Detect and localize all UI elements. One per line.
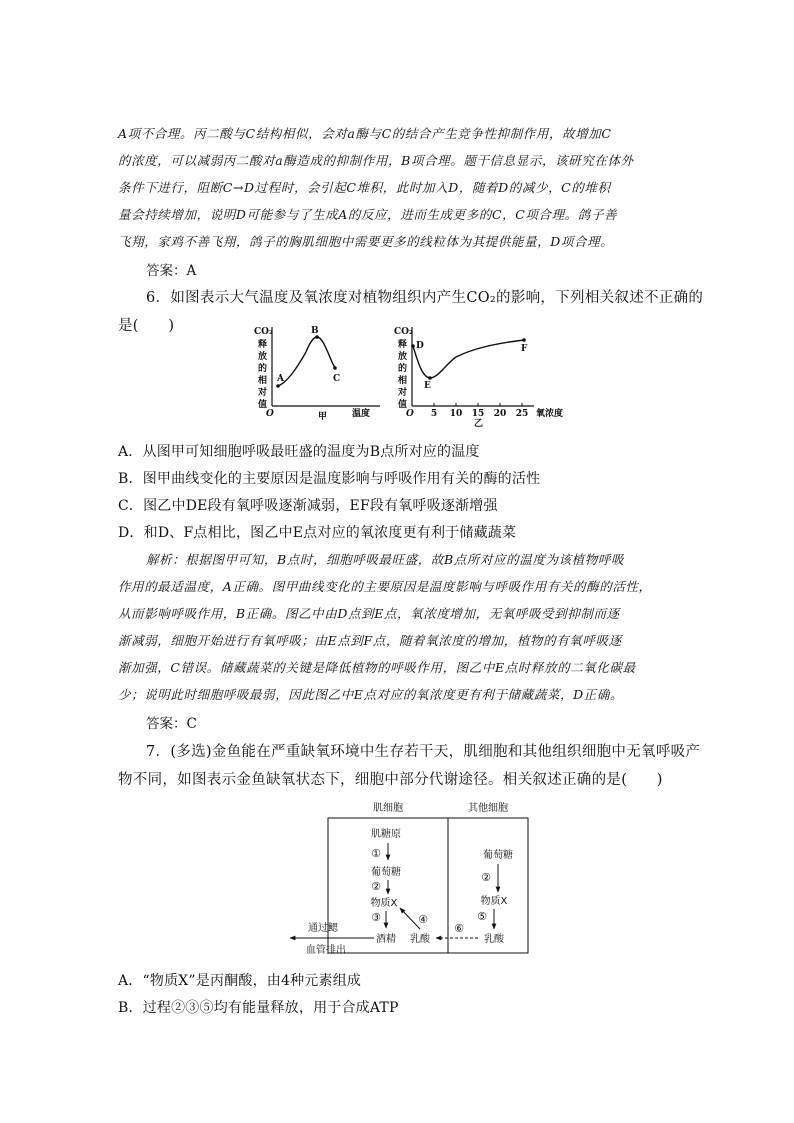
question-stem: 是( ) xyxy=(118,318,175,334)
x-axis-label: 氧浓度 xyxy=(536,409,564,419)
x-tick-label: 10 xyxy=(449,409,463,419)
y-label-char: 的 xyxy=(258,364,268,374)
option-c[interactable]: C．图乙中DE段有氧呼吸逐渐减弱，EF段有氧呼吸逐渐增强 xyxy=(118,498,498,514)
option-a[interactable]: A．从图甲可知细胞呼吸最旺盛的温度为B点所对应的温度 xyxy=(118,444,480,460)
explanation-line: 解析：根据图甲可知，B点时，细胞呼吸最旺盛，故B点所对应的温度为该植物呼吸 xyxy=(146,552,625,567)
point-label-f: F xyxy=(521,344,528,354)
figure-jia-chart xyxy=(248,322,388,422)
point-a xyxy=(276,384,280,388)
option-d[interactable]: D．和D、F点相比，图乙中E点对应的氧浓度更有利于储藏蔬菜 xyxy=(118,525,517,541)
step-3-label: ③ xyxy=(371,911,381,924)
point-label-c: C xyxy=(333,374,341,384)
explanation-line: 条件下进行，阻断C→D过程时，会引起C堆积，此时加入D，随着D的减少，C的堆积 xyxy=(118,180,611,195)
question-stem: 6．如图表示大气温度及氧浓度对植物组织内产生CO₂的影响，下列相关叙述不正确的 xyxy=(146,290,704,306)
x-axis-label: 温度 xyxy=(352,409,371,419)
y-label-char: 释 xyxy=(258,340,268,350)
y-label-char: 相 xyxy=(258,376,268,386)
question-stem: 7．(多选)金鱼能在严重缺氧环境中生存若干天，肌细胞和其他组织细胞中无氧呼吸产 xyxy=(146,744,701,760)
curve-yi xyxy=(413,340,524,378)
metabolic-pathway-diagram xyxy=(278,796,538,960)
y-label-char: 释 xyxy=(398,340,408,350)
y-label-char: CO₂ xyxy=(394,327,413,337)
option-a[interactable]: A．“物质X”是丙酮酸，由4种元素组成 xyxy=(118,973,362,989)
explanation-line: 渐加强，C错误。储藏蔬菜的关键是降低植物的呼吸作用，图乙中E点时释放的二氧化碳最 xyxy=(118,660,636,675)
y-label-char: 对 xyxy=(258,388,268,398)
glycogen-label: 肌糖原 xyxy=(371,829,401,840)
step-5-label: ⑤ xyxy=(477,910,487,923)
y-label-char: 相 xyxy=(398,376,408,386)
explanation-line: 量会持续增加，说明D可能参与了生成A的反应，进而生成更多的C，C项合理。鸽子善 xyxy=(118,207,618,222)
muscle-cell-header: 肌细胞 xyxy=(373,803,403,814)
y-label-char: 值 xyxy=(258,400,268,410)
explanation-line: 从而影响呼吸作用，B正确。图乙中由D点到E点，氧浓度增加，无氧呼吸受到抑制而逐 xyxy=(118,606,620,621)
point-c xyxy=(333,366,337,370)
y-label-char: 放 xyxy=(398,352,408,362)
other-cell-header: 其他细胞 xyxy=(468,803,508,814)
figure-caption: 甲 xyxy=(318,412,328,422)
arrow-step-4 xyxy=(400,908,420,929)
substance-x-other-label: 物质X xyxy=(480,896,508,907)
answer-label: 答案：A xyxy=(146,263,197,279)
figure-caption: 乙 xyxy=(474,419,484,429)
explanation-line: 作用的最适温度，A正确。图甲曲线变化的主要原因是温度影响与呼吸作用有关的酶的活性， xyxy=(118,579,652,594)
step-2-label: ② xyxy=(371,880,381,893)
x-tick-label: 15 xyxy=(471,409,485,419)
option-b[interactable]: B．图甲曲线变化的主要原因是温度影响与呼吸作用有关的酶的活性 xyxy=(118,471,541,487)
point-label-e: E xyxy=(424,381,431,391)
excrete-label-line1: 通过鳃 xyxy=(308,923,338,934)
origin-label: O xyxy=(266,409,274,419)
point-d xyxy=(411,344,415,348)
y-axis-label xyxy=(394,327,413,410)
curve-jia xyxy=(278,337,335,386)
option-b[interactable]: B．过程②③⑤均有能量释放，用于合成ATP xyxy=(118,1000,399,1016)
x-ticks xyxy=(431,403,528,419)
origin-label: O xyxy=(406,409,414,419)
point-label-b: B xyxy=(311,326,319,336)
explanation-line: 的浓度，可以减弱丙二酸对a酶造成的抑制作用，B项合理。题干信息显示，该研究在体外 xyxy=(118,153,634,168)
explanation-line: 渐减弱，细胞开始进行有氧呼吸；由E点到F点，随着氧浓度的增加，植物的有氧呼吸逐 xyxy=(118,633,622,648)
lactic-acid-other-label: 乳酸 xyxy=(484,934,504,945)
question-stem: 物不同，如图表示金鱼缺氧状态下，细胞中部分代谢途径。相关叙述正确的是( ) xyxy=(118,772,663,788)
point-label-a: A xyxy=(277,374,284,384)
x-tick-label: 25 xyxy=(515,409,529,419)
point-label-d: D xyxy=(416,341,424,351)
x-tick-label: 5 xyxy=(430,409,438,419)
x-tick-label: 20 xyxy=(493,409,507,419)
answer-label: 答案：C xyxy=(146,716,197,732)
excrete-label-line2: 血管排出 xyxy=(306,945,346,956)
glucose-other-label: 葡萄糖 xyxy=(483,850,513,861)
y-label-char: 值 xyxy=(398,400,408,410)
step-2-other-label: ② xyxy=(481,871,491,884)
substance-x-label: 物质X xyxy=(370,898,398,909)
glucose-label: 葡萄糖 xyxy=(371,867,401,878)
y-axis-label xyxy=(254,327,273,410)
step-4-label: ④ xyxy=(418,913,428,926)
point-f xyxy=(522,338,526,342)
lactic-acid-label: 乳酸 xyxy=(410,934,430,945)
y-label-char: 放 xyxy=(258,352,268,362)
explanation-line: 飞翔，家鸡不善飞翔，鸽子的胸肌细胞中需要更多的线粒体为其提供能量，D项合理。 xyxy=(118,234,614,249)
alcohol-label: 酒精 xyxy=(376,934,396,945)
y-label-char: 的 xyxy=(398,364,408,374)
point-e xyxy=(428,376,432,380)
explanation-line: 少；说明此时细胞呼吸最弱，因此图乙中E点对应的氧浓度更有利于储藏蔬菜，D正确。 xyxy=(118,687,624,702)
step-6-label: ⑥ xyxy=(454,922,464,935)
y-label-char: CO₂ xyxy=(254,327,273,337)
y-label-char: 对 xyxy=(398,388,408,398)
step-1-label: ① xyxy=(371,847,381,860)
figure-yi-chart xyxy=(392,322,572,429)
explanation-line: A项不合理。丙二酸与C结构相似，会对a酶与C的结合产生竞争性抑制作用，故增加C xyxy=(118,126,612,141)
